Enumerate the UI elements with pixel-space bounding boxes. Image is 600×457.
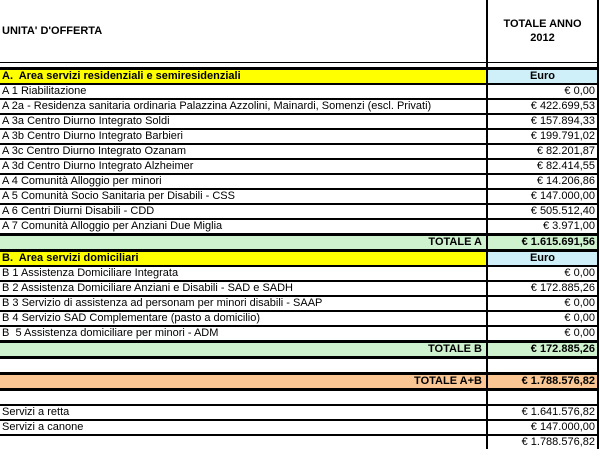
row-value-cell: € 3.971,00 (487, 219, 598, 235)
table-row-blank (0, 358, 598, 374)
table-row-item (0, 204, 598, 219)
table-row-blank (0, 390, 598, 406)
table-row-item (0, 159, 598, 174)
table-body (0, 63, 598, 450)
table-row-item (0, 405, 598, 420)
table-row-item (0, 296, 598, 311)
row-value-cell: Euro (487, 251, 598, 267)
row-value-cell (487, 390, 598, 406)
row-value-cell: Euro (487, 69, 598, 85)
table-row-section (0, 69, 598, 85)
row-value-cell: € 82.201,87 (487, 144, 598, 159)
row-label-cell: B. Area servizi domiciliari (0, 251, 487, 267)
row-value-cell: € 505.512,40 (487, 204, 598, 219)
row-label-cell: A 2a - Residenza sanitaria ordinaria Palazzina Azzolini, Mainardi, Somenzi (escl. Privati) (0, 99, 487, 114)
row-label-cell: B 3 Servizio di assistenza ad personam per minori disabili - SAAP (0, 296, 487, 311)
row-label-cell: A 1 Riabilitazione (0, 84, 487, 99)
table-header-unit-offerta: UNITA' D'OFFERTA (0, 0, 487, 63)
row-label-cell: TOTALE A (0, 235, 487, 251)
row-label-cell: TOTALE A+B (0, 374, 487, 390)
row-value-cell: € 0,00 (487, 296, 598, 311)
table-row-total (0, 342, 598, 358)
row-value-cell: € 199.791,02 (487, 129, 598, 144)
row-label-cell: A 6 Centri Diurni Disabili - CDD (0, 204, 487, 219)
row-value-cell: € 1.788.576,82 (487, 435, 598, 449)
table-row-item (0, 311, 598, 326)
table-row-item (0, 420, 598, 435)
row-value-cell: € 0,00 (487, 266, 598, 281)
row-label-cell: TOTALE B (0, 342, 487, 358)
row-value-cell: € 82.414,55 (487, 159, 598, 174)
row-label-cell (0, 390, 487, 406)
row-label-cell: A 3a Centro Diurno Integrato Soldi (0, 114, 487, 129)
row-label-cell: B 4 Servizio SAD Complementare (pasto a domicilio) (0, 311, 487, 326)
row-label-cell: A 7 Comunità Alloggio per Anziani Due Miglia (0, 219, 487, 235)
row-value-cell: € 1.788.576,82 (487, 374, 598, 390)
table-row-item (0, 189, 598, 204)
table-header-row (0, 0, 598, 63)
table-row-item (0, 219, 598, 235)
row-value-cell: € 172.885,26 (487, 342, 598, 358)
row-label-cell: A 3d Centro Diurno Integrato Alzheimer (0, 159, 487, 174)
row-value-cell: € 172.885,26 (487, 281, 598, 296)
table-row-item (0, 129, 598, 144)
table-row-grandtotal (0, 374, 598, 390)
row-value-cell: € 0,00 (487, 326, 598, 342)
row-label-cell: B 1 Assistenza Domiciliare Integrata (0, 266, 487, 281)
table-row-item (0, 144, 598, 159)
table-header-totale-anno: TOTALE ANNO 2012 (487, 0, 598, 63)
table-row-item (0, 114, 598, 129)
row-label-cell: A 5 Comunità Socio Sanitaria per Disabili - CSS (0, 189, 487, 204)
row-value-cell: € 147.000,00 (487, 420, 598, 435)
table-row-item (0, 281, 598, 296)
row-label-cell: A 4 Comunità Alloggio per minori (0, 174, 487, 189)
table-row-final (0, 435, 598, 449)
row-label-cell: Servizi a retta (0, 405, 487, 420)
row-label-cell: B 2 Assistenza Domiciliare Anziani e Disabili - SAD e SADH (0, 281, 487, 296)
row-label-cell: A. Area servizi residenziali e semiresidenziali (0, 69, 487, 85)
row-value-cell: € 14.206,86 (487, 174, 598, 189)
row-label-cell (0, 358, 487, 374)
row-value-cell: € 422.699,53 (487, 99, 598, 114)
row-value-cell: € 1.615.691,56 (487, 235, 598, 251)
table-row-item (0, 99, 598, 114)
row-value-cell: € 0,00 (487, 311, 598, 326)
table-row-section (0, 251, 598, 267)
table-row-item (0, 174, 598, 189)
row-value-cell: € 0,00 (487, 84, 598, 99)
row-label-cell (0, 435, 487, 449)
table-row-item (0, 84, 598, 99)
row-label-cell: A 3b Centro Diurno Integrato Barbieri (0, 129, 487, 144)
row-value-cell: € 1.641.576,82 (487, 405, 598, 420)
row-value-cell: € 147.000,00 (487, 189, 598, 204)
row-label-cell: B 5 Assistenza domiciliare per minori - ADM (0, 326, 487, 342)
row-value-cell (487, 358, 598, 374)
table-row-total (0, 235, 598, 251)
table-row-item (0, 326, 598, 342)
row-value-cell: € 157.894,33 (487, 114, 598, 129)
row-label-cell: Servizi a canone (0, 420, 487, 435)
table-row-item (0, 266, 598, 281)
row-label-cell: A 3c Centro Diurno Integrato Ozanam (0, 144, 487, 159)
